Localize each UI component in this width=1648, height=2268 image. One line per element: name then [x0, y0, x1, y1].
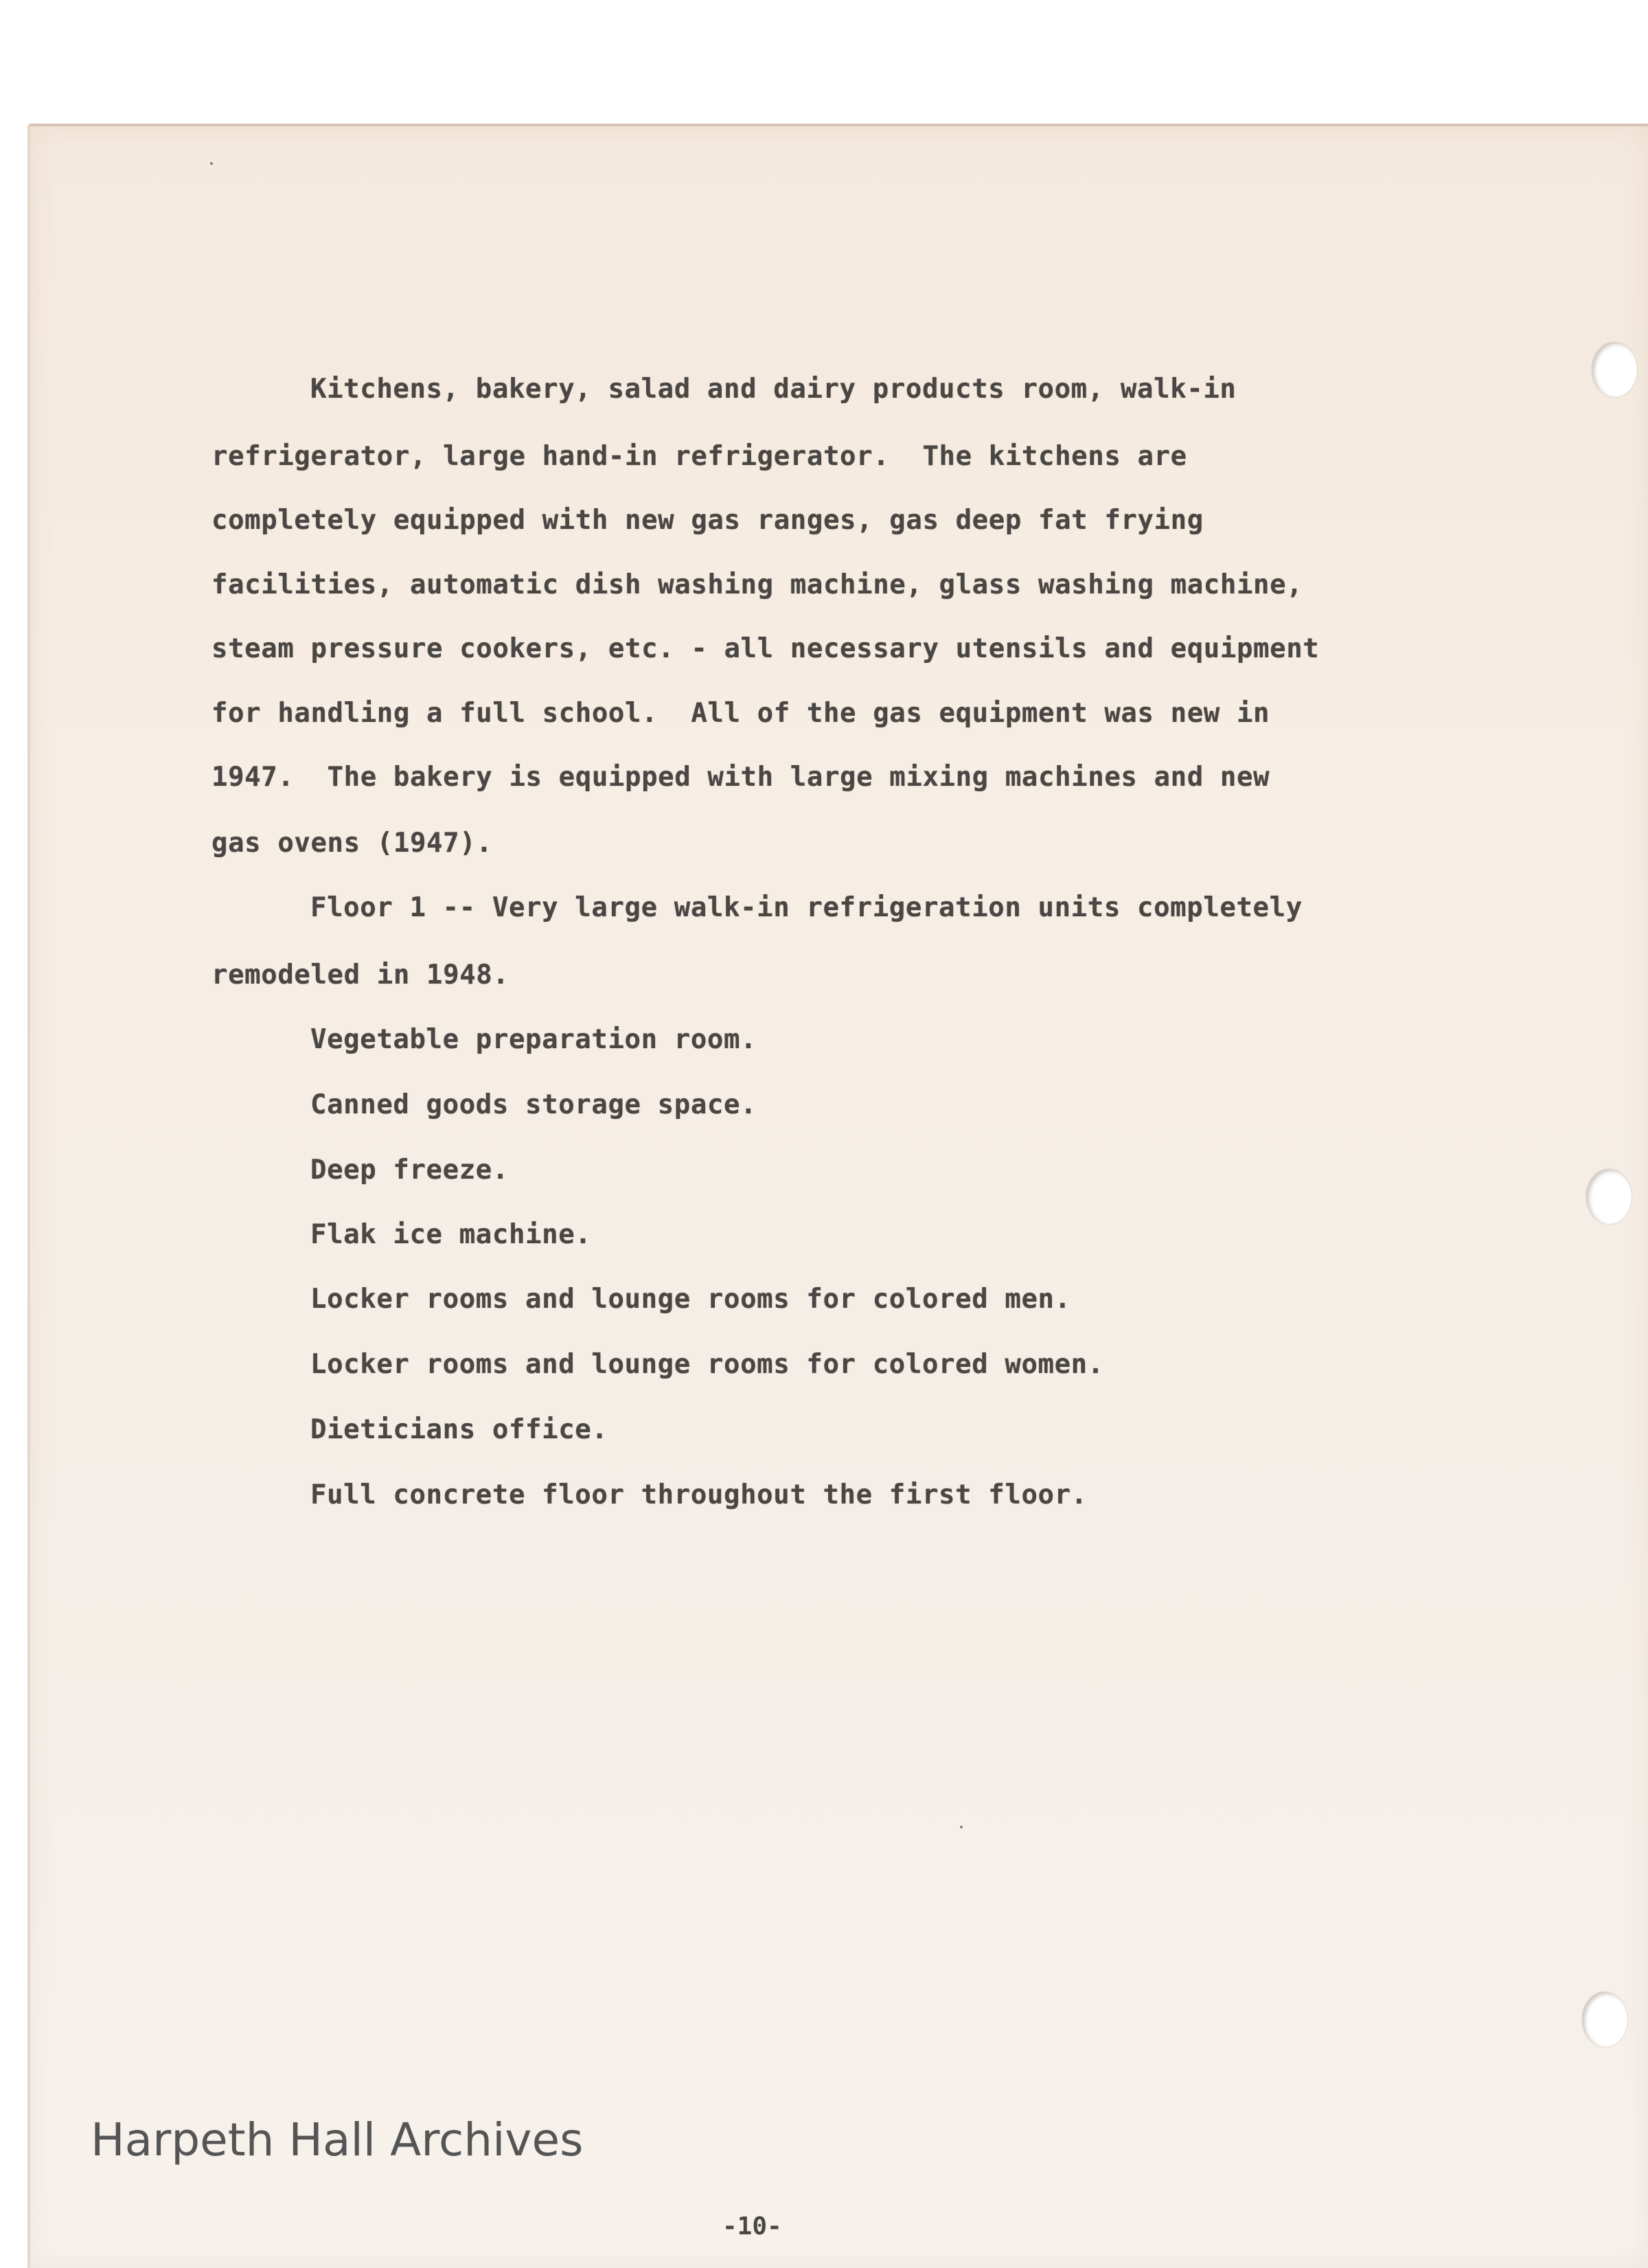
- punch-hole-bottom: [1582, 1992, 1627, 2047]
- text-line-7: 1947. The bakery is equipped with large mixing machines and new: [211, 762, 1270, 793]
- text-line-6: for handling a full school. All of the gas equipment was new in: [211, 698, 1270, 729]
- archive-watermark: Harpeth Hall Archives: [91, 2113, 584, 2166]
- text-line-10: remodeled in 1948.: [211, 960, 510, 990]
- punch-hole-top: [1592, 342, 1637, 397]
- paper-speck: [210, 162, 213, 165]
- text-line-4: facilities, automatic dish washing machine, glass washing machine,: [211, 569, 1303, 600]
- page-left-edge: [27, 125, 30, 2268]
- text-line-1: Kitchens, bakery, salad and dairy products room, walk-in: [310, 374, 1237, 405]
- punch-hole-middle: [1586, 1169, 1632, 1224]
- text-line-8: gas ovens (1947).: [211, 828, 493, 859]
- text-line-12: Canned goods storage space.: [310, 1089, 757, 1120]
- text-line-13: Deep freeze.: [310, 1155, 509, 1186]
- text-line-2: refrigerator, large hand-in refrigerator. The kitchens are: [211, 441, 1187, 472]
- text-line-18: Full concrete floor throughout the first floor.: [310, 1479, 1088, 1510]
- text-line-15: Locker rooms and lounge rooms for colored men.: [310, 1284, 1071, 1315]
- text-line-5: steam pressure cookers, etc. - all necessary utensils and equipment: [211, 633, 1320, 664]
- text-line-14: Flak ice machine.: [310, 1219, 592, 1250]
- text-line-17: Dieticians office.: [310, 1414, 608, 1445]
- text-line-11: Vegetable preparation room.: [310, 1024, 757, 1055]
- text-line-16: Locker rooms and lounge rooms for colored women.: [310, 1349, 1104, 1380]
- page-number: -10-: [722, 2212, 782, 2241]
- paper-speck: [960, 1826, 963, 1828]
- text-line-9: Floor 1 -- Very large walk-in refrigeration units completely: [310, 892, 1303, 923]
- page-top-edge: [29, 124, 1648, 126]
- text-line-3: completely equipped with new gas ranges, gas deep fat frying: [211, 505, 1204, 536]
